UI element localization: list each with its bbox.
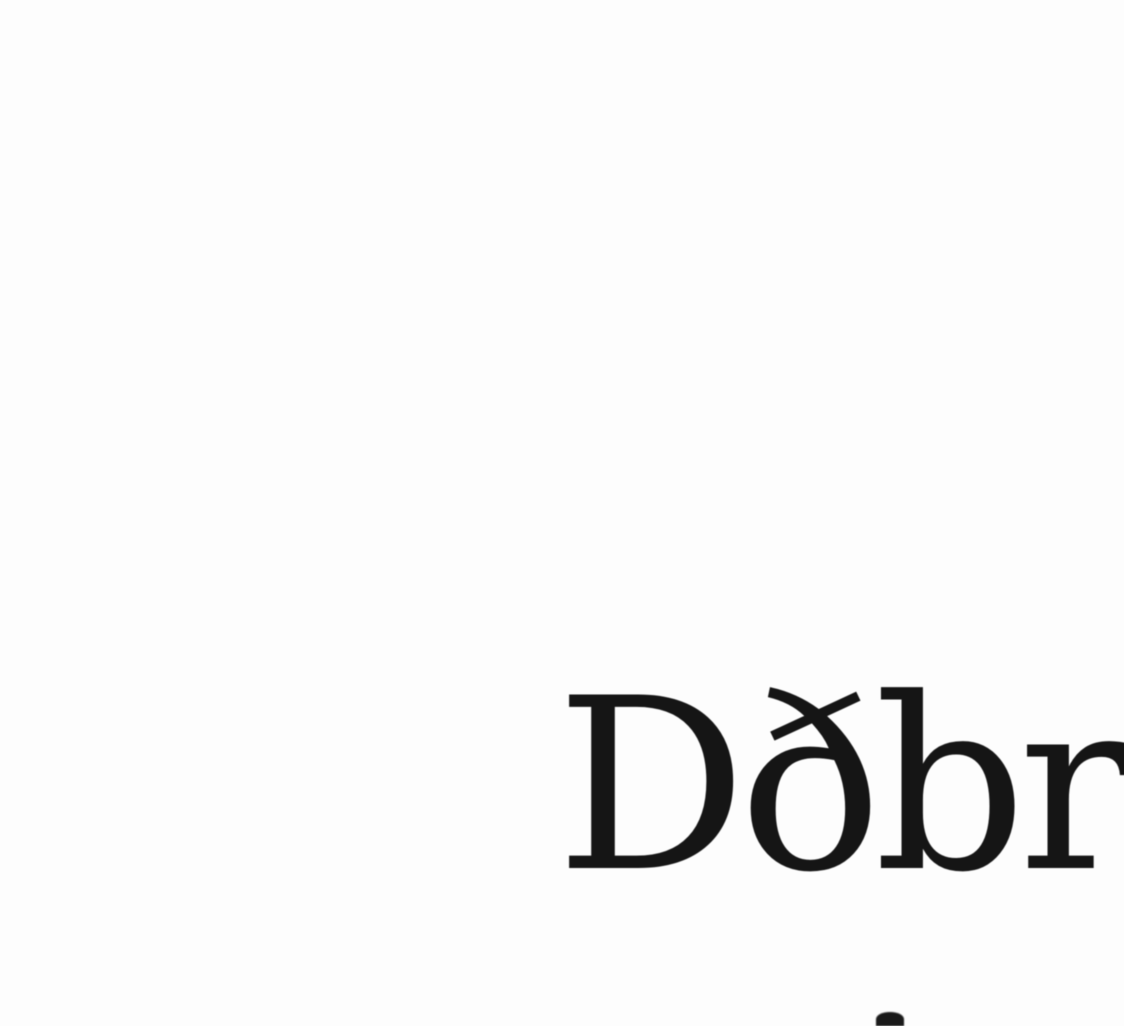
next-line-ink-fragment bbox=[876, 1012, 904, 1026]
printed-word-fragment: Dðbr bbox=[556, 648, 1124, 925]
